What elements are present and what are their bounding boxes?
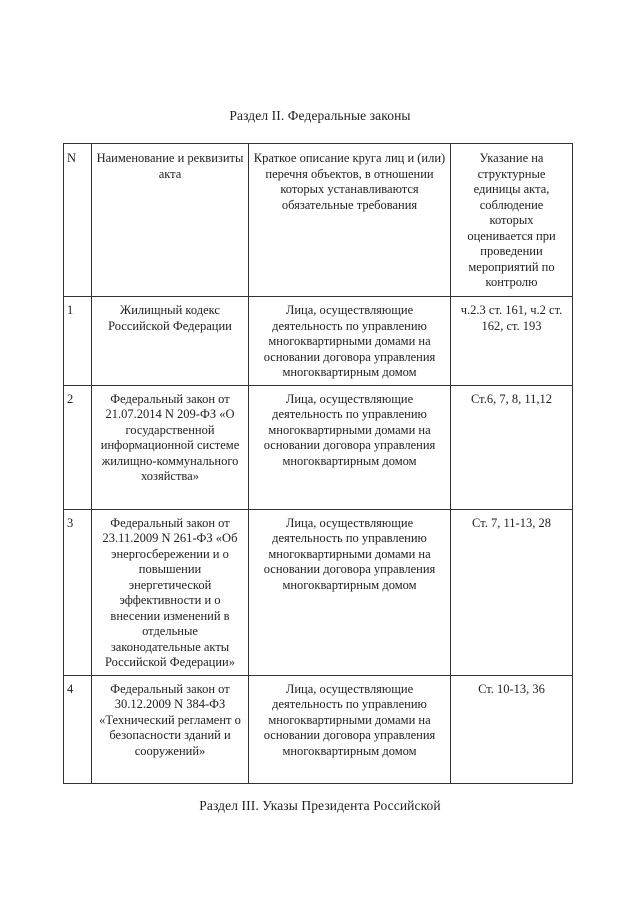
row-ref: Ст.6, 7, 8, 11,12 [451,385,573,509]
table-row [64,297,573,386]
row-num: 3 [64,509,92,675]
section-3-title: Раздел III. Указы Президента Российской [199,798,441,813]
header-name: Наименование и реквизиты акта [92,144,249,297]
row-num: 2 [64,385,92,509]
row-desc: Лица, осуществляющие деятельность по управлению многоквартирными домами на основании договора управления многоквартирным домом [249,297,451,386]
row-desc: Лица, осуществляющие деятельность по управлению многоквартирными домами на основании договора управления многоквартирным домом [249,509,451,675]
row-desc: Лица, осуществляющие деятельность по управлению многоквартирными домами на основании договора управления многоквартирным домом [249,385,451,509]
table-row [64,675,573,783]
row-name: Жилищный кодекс Российской Федерации [92,297,249,386]
row-name: Федеральный закон от 23.11.2009 N 261-ФЗ «Об энергосбережении и о повышении энергетической эффективности и о внесении изменений в отдельные законодательные акты Российской Федерации» [92,509,249,675]
row-name: Федеральный закон от 30.12.2009 N 384-ФЗ «Технический регламент о безопасности зданий и сооружений» [92,675,249,783]
header-desc: Краткое описание круга лиц и (или) перечня объектов, в отношении которых устанавливаются обязательные требования [249,144,451,297]
row-ref: Ст. 10-13, 36 [451,675,573,783]
row-num: 1 [64,297,92,386]
federal-laws-table [63,143,573,784]
table-row [64,509,573,675]
row-name: Федеральный закон от 21.07.2014 N 209-ФЗ «О государственной информационной системе жилищно-коммунального хозяйства» [92,385,249,509]
row-num: 4 [64,675,92,783]
table-header-row [64,144,573,297]
row-ref: Ст. 7, 11-13, 28 [451,509,573,675]
header-ref: Указание на структурные единицы акта, соблюдение которых оценивается при проведении мероприятий по контролю [451,144,573,297]
row-desc: Лица, осуществляющие деятельность по управлению многоквартирными домами на основании договора управления многоквартирным домом [249,675,451,783]
section-2-title: Раздел II. Федеральные законы [229,108,411,123]
header-num: N [64,144,92,297]
table-row [64,385,573,509]
row-ref: ч.2.3 ст. 161, ч.2 ст. 162, ст. 193 [451,297,573,386]
